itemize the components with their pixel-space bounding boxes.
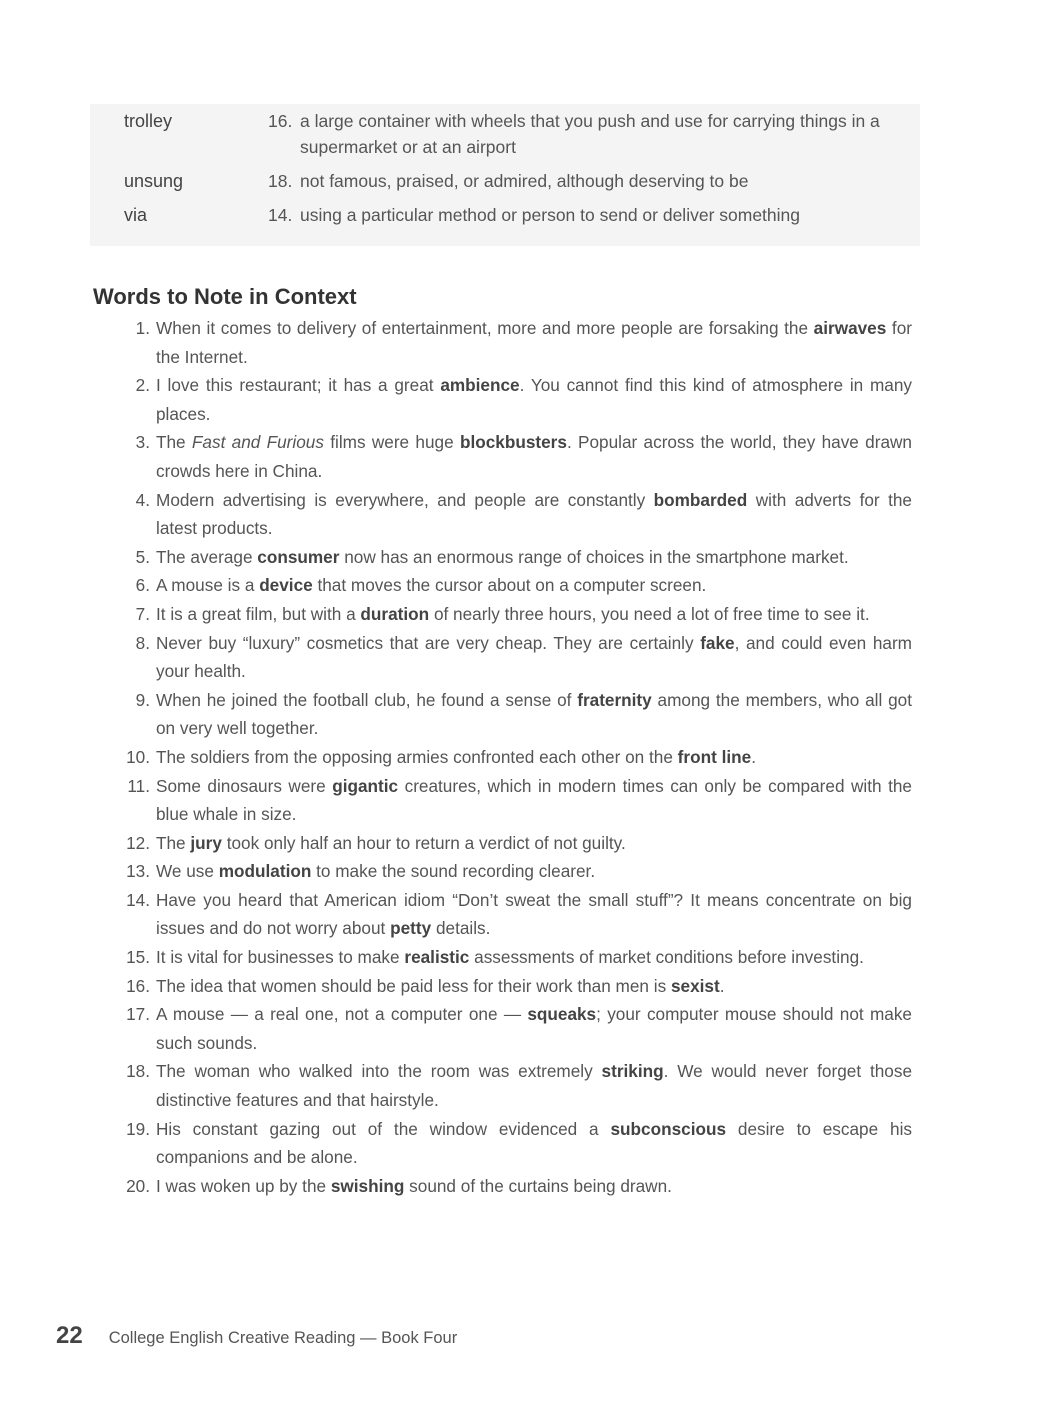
sentence-fragment: It is a great film, but with a xyxy=(156,603,361,624)
sentence-number: 7. xyxy=(135,603,150,624)
sentence-item xyxy=(110,743,912,772)
keyword: sexist xyxy=(670,975,720,996)
page-number: 22 xyxy=(56,1322,83,1349)
keyword: ambience xyxy=(440,375,520,396)
sentence-item xyxy=(110,886,912,943)
glossary-definition xyxy=(268,168,920,194)
sentence-fragment: I love this restaurant; it has a great xyxy=(156,375,441,396)
glossary-definition xyxy=(268,108,920,160)
keyword: gigantic xyxy=(332,775,399,796)
sentence-item xyxy=(110,486,912,543)
sentence-text xyxy=(156,886,912,943)
sentence-number: 16. xyxy=(126,975,150,996)
sentence-fragment: When it comes to delivery of entertainment, more and more people are forsaking the xyxy=(156,318,814,338)
sentence-item xyxy=(110,686,912,743)
sentence-text xyxy=(156,600,912,629)
sentence-text xyxy=(156,943,912,972)
sentence-number: 2. xyxy=(135,375,150,396)
glossary-entry xyxy=(90,202,920,228)
sentence-fragment: , and could even harm your health. xyxy=(156,632,912,682)
keyword: fraternity xyxy=(577,689,652,710)
sentence-fragment: among the members, who all got on very well together. xyxy=(156,689,912,739)
sentence-number: 15. xyxy=(126,947,150,968)
sentence-fragment: of nearly three hours, you need a lot of free time to see it. xyxy=(429,603,870,624)
sentence-item xyxy=(110,1115,912,1172)
sentence-fragment: for the Internet. xyxy=(156,318,912,367)
sentence-fragment: It is vital for businesses to make xyxy=(156,947,405,968)
sentence-fragment: films were huge xyxy=(323,432,460,453)
sentence-fragment: desire to escape his companions and be alone. xyxy=(156,1118,912,1168)
book-title: College English Creative Reading — Book Four xyxy=(108,1329,458,1347)
glossary-definition xyxy=(268,202,920,228)
sentence-number: 18. xyxy=(126,1061,150,1082)
sentence-fragment: We use xyxy=(156,861,219,882)
sentence-fragment: . Popular across the world, they have drawn crowds here in China. xyxy=(156,432,912,481)
sentence-fragment: now has an enormous range of choices in the smartphone market. xyxy=(339,546,849,567)
sentence-fragment: . xyxy=(751,746,756,767)
keyword: consumer xyxy=(257,546,340,567)
glossary-list xyxy=(90,104,920,246)
sentence-fragment: ; your computer mouse should not make such sounds. xyxy=(156,1004,912,1053)
keyword: swishing xyxy=(330,1175,405,1196)
sentence-fragment: When he joined the football club, he found a sense of xyxy=(156,689,578,710)
sentence-item xyxy=(110,1172,912,1201)
sentence-item xyxy=(110,857,912,886)
sentence-item xyxy=(110,829,912,858)
keyword: realistic xyxy=(404,947,470,968)
sentence-fragment: took only half an hour to return a verdict of not guilty. xyxy=(221,832,626,853)
sentence-fragment: The woman who walked into the room was extremely xyxy=(156,1061,602,1082)
sentence-text xyxy=(156,371,912,428)
sentence-text xyxy=(156,686,912,743)
keyword: squeaks xyxy=(527,1004,597,1025)
section-title: Words to Note in Context xyxy=(93,284,357,309)
sentence-item xyxy=(110,943,912,972)
glossary-definition-text: using a particular method or person to send or deliver something xyxy=(300,205,800,225)
sentence-fragment: The xyxy=(156,832,191,853)
sentence-number: 10. xyxy=(126,746,150,767)
sentence-number: 17. xyxy=(126,1004,150,1025)
sentence-item xyxy=(110,629,912,686)
keyword: duration xyxy=(360,603,430,624)
sentence-fragment: His constant gazing out of the window evidenced a xyxy=(156,1118,611,1139)
sentence-number: 3. xyxy=(135,432,150,453)
sentence-fragment: The xyxy=(156,432,192,453)
sentence-fragment: with adverts for the latest products. xyxy=(156,489,912,539)
sentence-fragment: . We would never forget those distinctive features and that hairstyle. xyxy=(156,1061,912,1111)
sentence-fragment: The soldiers from the opposing armies confronted each other on the xyxy=(156,746,678,767)
sentence-number: 4. xyxy=(135,489,150,510)
sentence-fragment: The average xyxy=(156,546,258,567)
sentence-fragment: I was woken up by the xyxy=(156,1175,331,1196)
sentence-text xyxy=(156,743,912,772)
sentence-fragment: details. xyxy=(431,918,491,939)
glossary-definition-text: not famous, praised, or admired, although deserving to be xyxy=(300,171,749,191)
sentence-item xyxy=(110,571,912,600)
sentence-number: 13. xyxy=(126,861,150,882)
sentence-number: 8. xyxy=(135,632,150,653)
keyword: fake xyxy=(700,632,735,653)
sentence-number: 1. xyxy=(135,318,150,338)
sentence-text xyxy=(156,1057,912,1114)
film-title: Fast and Furious xyxy=(191,432,324,453)
glossary-term: unsung xyxy=(124,171,184,191)
sentence-text xyxy=(156,543,912,572)
sentence-fragment: assessments of market conditions before investing. xyxy=(469,947,864,968)
keyword: jury xyxy=(190,832,222,853)
sentence-fragment: sound of the curtains being drawn. xyxy=(404,1175,672,1196)
sentence-text xyxy=(156,486,912,543)
glossary-term: via xyxy=(124,205,148,225)
sentence-fragment: creatures, which in modern times can only be compared with the blue whale in size. xyxy=(156,775,912,825)
sentence-text xyxy=(156,1115,912,1172)
sentence-number: 11. xyxy=(127,775,150,796)
sentence-fragment: . xyxy=(719,975,725,996)
sentence-item xyxy=(110,1057,912,1114)
sentence-fragment: to make the sound recording clearer. xyxy=(311,861,596,882)
sentence-fragment: A mouse is a xyxy=(156,575,260,596)
sentence-text xyxy=(156,1000,912,1057)
sentence-fragment: Modern advertising is everywhere, and people are constantly xyxy=(156,489,654,510)
sentence-text xyxy=(156,314,912,371)
glossary-entry xyxy=(90,108,920,160)
glossary-definition-text: a large container with wheels that you push and use for carrying things in a supermarket or at an airport xyxy=(300,111,880,157)
glossary-number: 14. xyxy=(268,205,293,225)
sentence-fragment: The idea that women should be paid less for their work than men is xyxy=(156,975,671,996)
sentence-number: 19. xyxy=(126,1118,150,1139)
sentence-text xyxy=(156,972,912,1001)
keyword: subconscious xyxy=(610,1118,727,1139)
glossary-term: trolley xyxy=(124,111,173,131)
sentence-text xyxy=(156,629,912,686)
sentence-item xyxy=(110,371,912,428)
sentence-item xyxy=(110,972,912,1001)
sentence-text xyxy=(156,571,912,600)
sentence-item xyxy=(110,314,912,371)
keyword: modulation xyxy=(218,861,312,882)
sentence-text xyxy=(156,1172,912,1201)
sentence-item xyxy=(110,600,912,629)
keyword: airwaves xyxy=(813,318,887,338)
glossary-number: 18. xyxy=(268,171,293,191)
sentence-item xyxy=(110,1000,912,1057)
keyword: blockbusters xyxy=(459,432,567,453)
sentence-fragment: A mouse — a real one, not a computer one — xyxy=(156,1004,528,1025)
sentence-number: 12. xyxy=(126,832,150,853)
sentence-number: 9. xyxy=(135,689,150,710)
sentence-number: 6. xyxy=(135,575,150,596)
sentence-number: 14. xyxy=(126,889,150,910)
keyword: petty xyxy=(390,918,432,939)
sentence-text xyxy=(156,428,912,485)
page-footer xyxy=(56,1322,457,1350)
sentence-fragment: . You cannot find this kind of atmosphere in many places. xyxy=(156,375,912,424)
sentence-fragment: Have you heard that American idiom “Don’t sweat the small stuff”? It means concentrate on big issues and do not worry about xyxy=(156,889,912,939)
sentence-number: 5. xyxy=(135,546,150,567)
sentence-text xyxy=(156,772,912,829)
sentence-item xyxy=(110,428,912,485)
keyword: front line xyxy=(677,746,752,767)
sentence-item xyxy=(110,543,912,572)
sentence-text xyxy=(156,829,912,858)
sentence-item xyxy=(110,772,912,829)
sentence-fragment: Some dinosaurs were xyxy=(156,775,333,796)
sentence-number: 20. xyxy=(126,1175,150,1196)
sentence-fragment: that moves the cursor about on a computer screen. xyxy=(312,575,707,596)
sentence-list xyxy=(110,314,912,1200)
keyword: striking xyxy=(601,1061,664,1082)
sentence-text xyxy=(156,857,912,886)
glossary-number: 16. xyxy=(268,111,293,131)
keyword: device xyxy=(259,575,313,596)
sentence-fragment: Never buy “luxury” cosmetics that are very cheap. They are certainly xyxy=(156,632,701,653)
glossary-entry xyxy=(90,168,920,194)
keyword: bombarded xyxy=(653,489,748,510)
